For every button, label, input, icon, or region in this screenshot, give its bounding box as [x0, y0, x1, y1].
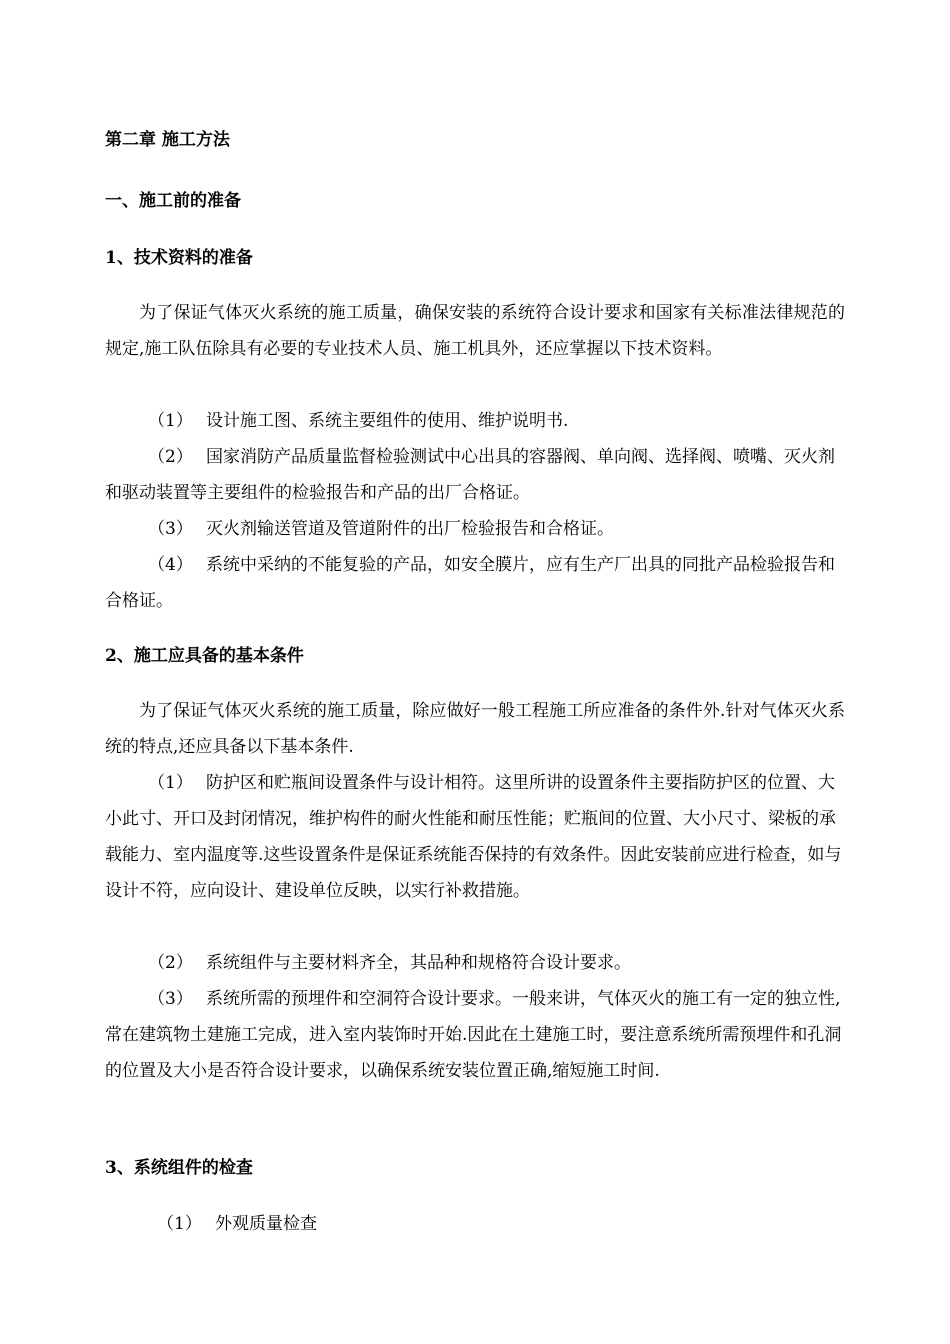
list-item-text: 国家消防产品质量监督检验测试中心出具的容器阀、单向阀、选择阀、喷嘴、灭火剂和驱动装置等主要组件的检验报告和产品的出厂合格证。	[105, 447, 835, 503]
list-item-text: 灭火剂输送管道及管道附件的出厂检验报告和合格证。	[206, 519, 614, 539]
list-item-text: 系统组件与主要材料齐全，其品种和规格符合设计要求。	[206, 953, 631, 973]
list-item-number: （3）	[148, 989, 193, 1009]
list-item-number: （1）	[157, 1214, 202, 1234]
list-item-number: （1）	[148, 411, 193, 431]
list-item	[105, 1206, 845, 1242]
paragraph-basic-conditions-intro: 为了保证气体灭火系统的施工质量，除应做好一般工程施工所应准备的条件外.针对气体灭火系统的特点,还应具备以下基本条件.	[105, 701, 845, 757]
list-item	[105, 981, 845, 1089]
list-item-text: 防护区和贮瓶间设置条件与设计相符。这里所讲的设置条件主要指防护区的位置、大小此寸、开口及封闭情况，维护构件的耐火性能和耐压性能；贮瓶间的位置、大小尺寸、梁板的承载能力、室内温度等.这些设置条件是保证系统能否保持的有效条件。因此安装前应进行检查，如与设计不符，应向设计、建设单位反映，以实行补救措施。	[105, 773, 842, 901]
list-item	[105, 511, 845, 547]
subsection-heading-technical-docs: 1、技术资料的准备	[105, 248, 253, 268]
list-item	[105, 765, 845, 909]
list-item-number: （2）	[148, 447, 193, 467]
list-item-text: 外观质量检查	[215, 1214, 317, 1234]
list-item-number: （2）	[148, 953, 193, 973]
section-heading-preparation: 一、施工前的准备	[105, 191, 241, 211]
paragraph-technical-docs-intro: 为了保证气体灭火系统的施工质量，确保安装的系统符合设计要求和国家有关标准法律规范的规定,施工队伍除具有必要的专业技术人员、施工机具外，还应掌握以下技术资料。	[105, 303, 845, 359]
list-item-number: （3）	[148, 519, 193, 539]
list-item-text: 系统所需的预埋件和空洞符合设计要求。一般来讲，气体灭火的施工有一定的独立性,常在建筑物土建施工完成，进入室内装饰时开始.因此在土建施工时，要注意系统所需预埋件和孔洞的位置及大小是否符合设计要求，以确保系统安装位置正确,缩短施工时间.	[105, 989, 842, 1081]
list-item-number: （4）	[148, 555, 193, 575]
list-item-number: （1）	[148, 773, 193, 793]
list-item-text: 设计施工图、系统主要组件的使用、维护说明书.	[206, 411, 569, 431]
subsection-heading-basic-conditions: 2、施工应具备的基本条件	[105, 646, 304, 666]
chapter-title: 第二章 施工方法	[105, 130, 230, 150]
list-item	[105, 547, 845, 619]
list-item	[105, 403, 845, 439]
list-item-text: 系统中采纳的不能复验的产品，如安全膜片，应有生产厂出具的同批产品检验报告和合格证。	[105, 555, 835, 611]
list-item	[105, 439, 845, 511]
subsection-heading-component-inspection: 3、系统组件的检查	[105, 1158, 253, 1178]
list-item	[105, 945, 845, 981]
